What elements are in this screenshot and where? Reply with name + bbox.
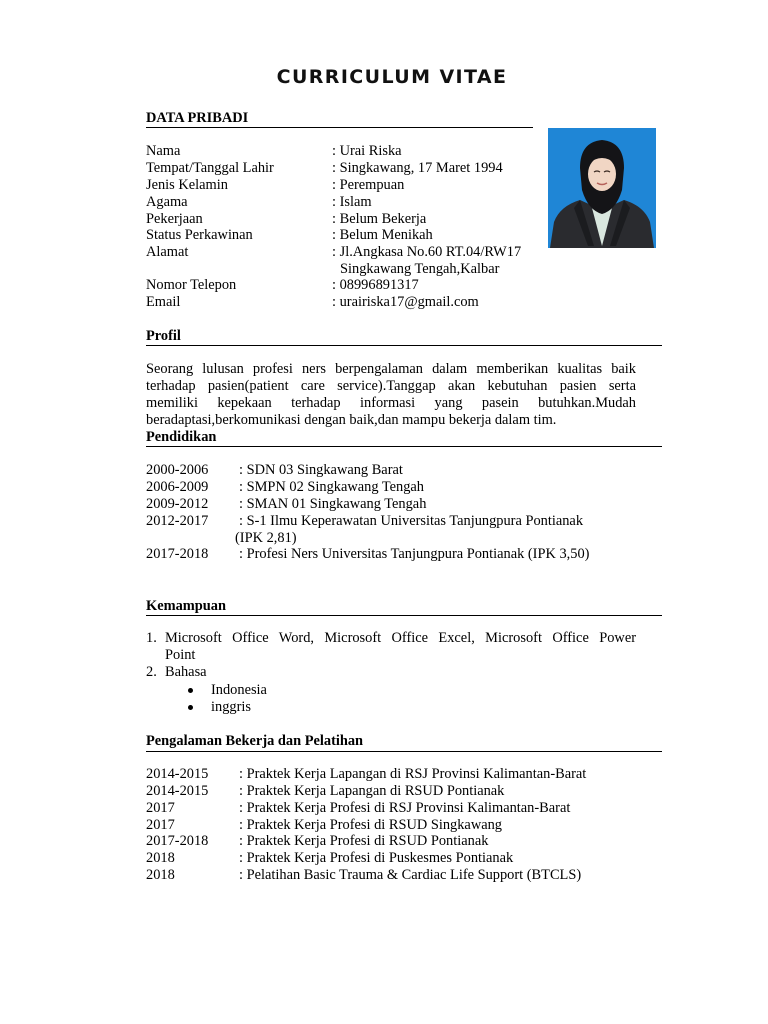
kemampuan-item-1-line-1: Microsoft Office Word, Microsoft Office Excel, Microsoft Office Power (165, 630, 636, 646)
pendidikan-value-1: : SDN 03 Singkawang Barat (239, 462, 403, 478)
profil-line-4: beradaptasi,berkomunikasi dengan baik,dan mampu bekerja dalam tim. (146, 412, 557, 428)
pengalaman-heading: Pengalaman Bekerja dan Pelatihan (146, 733, 364, 749)
value-alamat-line1: : Jl.Angkasa No.60 RT.04/RW17 (332, 244, 522, 260)
pengalaman-year-7: 2018 (146, 867, 175, 883)
value-agama: : Islam (332, 194, 372, 210)
profil-rule (146, 345, 662, 346)
label-status-perkawinan: Status Perkawinan (146, 227, 253, 243)
kemampuan-number-2: 2. (146, 664, 157, 680)
pengalaman-year-1: 2014-2015 (146, 766, 209, 782)
pendidikan-value-2: : SMPN 02 Singkawang Tengah (239, 479, 425, 495)
bullet-icon (188, 705, 193, 710)
value-nomor-telepon: : 08996891317 (332, 277, 419, 293)
pengalaman-year-3: 2017 (146, 800, 175, 816)
label-agama: Agama (146, 194, 188, 210)
pengalaman-value-6: : Praktek Kerja Profesi di Puskesmes Pontianak (239, 850, 514, 866)
pengalaman-value-1: : Praktek Kerja Lapangan di RSJ Provinsi Kalimantan-Barat (239, 766, 587, 782)
value-nama: : Urai Riska (332, 143, 402, 159)
pendidikan-rule (146, 446, 662, 447)
pengalaman-rule (146, 751, 662, 752)
profile-photo (548, 128, 656, 248)
kemampuan-rule (146, 615, 662, 616)
pengalaman-year-6: 2018 (146, 850, 175, 866)
kemampuan-number-1: 1. (146, 630, 157, 646)
value-jenis-kelamin: : Perempuan (332, 177, 405, 193)
kemampuan-heading: Kemampuan (146, 598, 226, 614)
pendidikan-year-1: 2000-2006 (146, 462, 209, 478)
document-title: CURRICULUM VITAE (276, 66, 508, 88)
label-nomor-telepon: Nomor Telepon (146, 277, 237, 293)
profil-heading: Profil (146, 328, 181, 344)
portrait-illustration (548, 128, 656, 248)
language-item: inggris (211, 699, 251, 715)
pengalaman-year-2: 2014-2015 (146, 783, 209, 799)
pengalaman-year-4: 2017 (146, 817, 175, 833)
value-status-perkawinan: : Belum Menikah (332, 227, 433, 243)
kemampuan-item-1-line-2: Point (165, 647, 196, 663)
label-tempat-tanggal-lahir: Tempat/Tanggal Lahir (146, 160, 274, 176)
pengalaman-value-7: : Pelatihan Basic Trauma & Cardiac Life Support (BTCLS) (239, 867, 582, 883)
pendidikan-year-2: 2006-2009 (146, 479, 209, 495)
data-pribadi-heading: DATA PRIBADI (146, 110, 249, 126)
label-pekerjaan: Pekerjaan (146, 211, 203, 227)
bullet-icon (188, 688, 193, 693)
pengalaman-value-5: : Praktek Kerja Profesi di RSUD Pontianak (239, 833, 489, 849)
profil-line-1: Seorang lulusan profesi ners berpengalaman dalam memberikan kualitas baik (146, 361, 636, 377)
kemampuan-item-2-label: Bahasa (165, 664, 207, 680)
label-email: Email (146, 294, 181, 310)
language-item: Indonesia (211, 682, 267, 698)
pendidikan-value-5: : Profesi Ners Universitas Tanjungpura Pontianak (IPK 3,50) (239, 546, 590, 562)
pendidikan-year-4: 2012-2017 (146, 513, 209, 529)
data-pribadi-rule (146, 127, 533, 128)
pengalaman-value-4: : Praktek Kerja Profesi di RSUD Singkawang (239, 817, 502, 833)
pengalaman-year-5: 2017-2018 (146, 833, 209, 849)
profil-line-2: terhadap pasien(patient care service).Tanggap akan kebutuhan pasien serta (146, 378, 636, 394)
pendidikan-year-5: 2017-2018 (146, 546, 209, 562)
pendidikan-value-4-cont: (IPK 2,81) (235, 530, 297, 546)
pendidikan-heading: Pendidikan (146, 429, 217, 445)
value-pekerjaan: : Belum Bekerja (332, 211, 427, 227)
pengalaman-value-2: : Praktek Kerja Lapangan di RSUD Pontianak (239, 783, 505, 799)
value-email: : urairiska17@gmail.com (332, 294, 479, 310)
pengalaman-value-3: : Praktek Kerja Profesi di RSJ Provinsi Kalimantan-Barat (239, 800, 571, 816)
label-jenis-kelamin: Jenis Kelamin (146, 177, 228, 193)
pendidikan-value-3: : SMAN 01 Singkawang Tengah (239, 496, 427, 512)
profil-line-3: memiliki kepekaan terhadap informasi yang pasein butuhkan.Mudah (146, 395, 636, 411)
label-alamat: Alamat (146, 244, 189, 260)
value-alamat-line2: Singkawang Tengah,Kalbar (340, 261, 500, 277)
pendidikan-value-4: : S-1 Ilmu Keperawatan Universitas Tanjungpura Pontianak (239, 513, 584, 529)
label-nama: Nama (146, 143, 181, 159)
pendidikan-year-3: 2009-2012 (146, 496, 209, 512)
value-tempat-tanggal-lahir: : Singkawang, 17 Maret 1994 (332, 160, 503, 176)
